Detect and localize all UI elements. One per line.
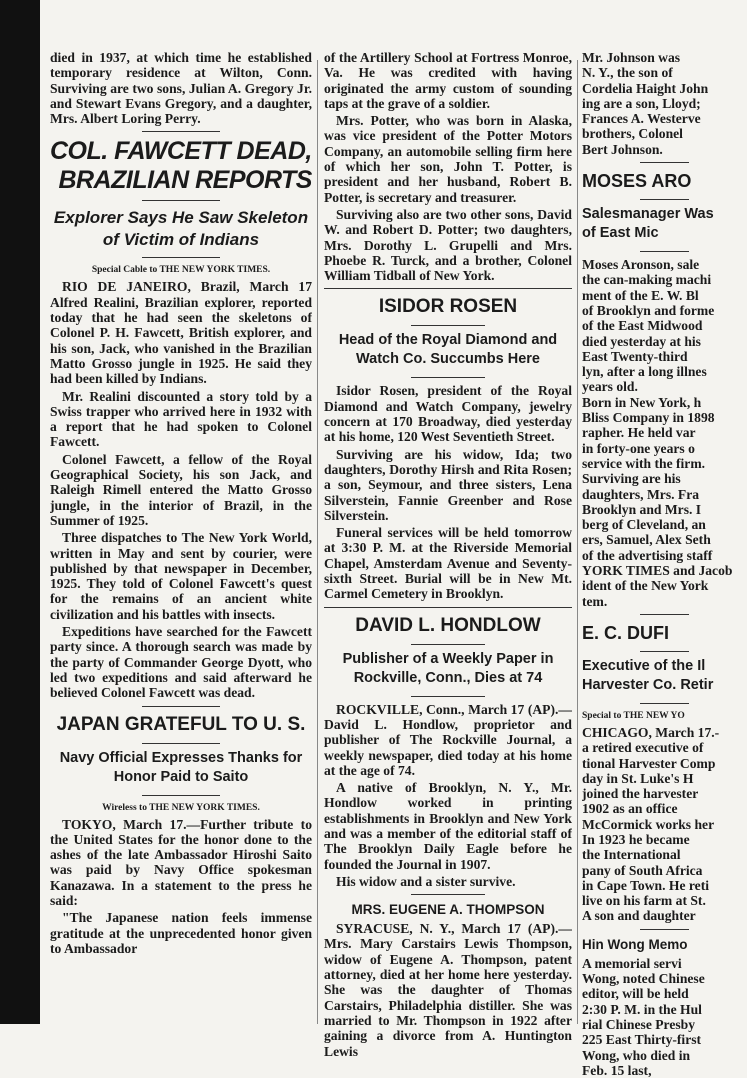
text-line: Born in New York, h [582, 394, 702, 410]
text-line: 1902 as an office [582, 801, 678, 817]
column-rule [317, 60, 318, 1024]
text-line: tem. [582, 593, 608, 609]
text-line: ers, Samuel, Alex Seth [582, 532, 711, 548]
text-line: 2:30 P. M. in the Hul [582, 1001, 702, 1017]
text-line: N. Y., the son of [582, 65, 673, 81]
paragraph [582, 471, 747, 609]
paragraph: Expeditions have searched for the Fawcett party since. A thorough search was made by the party of Commander George Dyott, who led two expeditions and said afterward he believed Colonel Fawcett was dead. [50, 624, 312, 701]
text-line: YORK TIMES and Jacob [582, 563, 733, 579]
text-line: daughters, Mrs. Fra [582, 486, 700, 502]
text-line: ing are a son, Lloyd; [582, 95, 701, 111]
text-line: brothers, Colonel [582, 126, 683, 142]
fawcett-dateline: Special Cable to THE NEW YORK TIMES. [91, 265, 271, 276]
subhead-line: Harvester Co. Retir [582, 676, 714, 693]
article-divider [324, 607, 572, 608]
paragraph [582, 395, 747, 471]
column-3 [582, 50, 747, 1078]
text-line: Feb. 15 last, [582, 1062, 652, 1078]
text-line: editor, will be held [582, 986, 689, 1002]
article-divider [640, 929, 690, 930]
text-line: McCormick works her [582, 816, 715, 832]
wong-body [582, 956, 747, 1078]
johnson-continuation [582, 50, 747, 157]
text-line: Bliss Company in 1898 [582, 410, 715, 426]
paragraph: Three dispatches to The New York World, written in May and sent by courier, were published by that newspaper in December, 1925. They told of Colonel Fawcett's quest for the remains of an ancient white civilization and his battles with insects. [50, 530, 312, 622]
subhead-line: of East Mic [582, 225, 659, 242]
hondlow-headline: DAVID L. HONDLOW [355, 614, 541, 636]
rosen-subhead: Head of the Royal Diamond and Watch Co. Succumbs Here [338, 332, 558, 368]
text-line: died yesterday at his [582, 333, 701, 349]
japan-dateline: Wireless to THE NEW YORK TIMES. [102, 802, 260, 813]
dufi-dateline: Special to THE NEW YO [582, 710, 685, 721]
article-divider [411, 644, 485, 645]
text-line: berg of Cleveland, an [582, 517, 706, 533]
text-line: Brooklyn and Mrs. I [582, 501, 702, 517]
article-divider [142, 257, 221, 258]
wong-headline: Hin Wong Memo [582, 936, 688, 952]
text-line: Wong, who died in [582, 1047, 691, 1063]
text-line: of the advertising staff [582, 547, 713, 563]
text-line: pany of South Africa [582, 862, 703, 878]
thompson-headline: MRS. EUGENE A. THOMPSON [351, 902, 545, 918]
fawcett-headline: COL. FAWCETT DEAD, BRAZILIAN REPORTS [50, 137, 312, 195]
paragraph: ROCKVILLE, Conn., March 17 (AP).—David L. Hondlow, proprietor and publisher of The Rockville Journal, a weekly newspaper, died today at his home at the age of 74. [324, 701, 572, 778]
paragraph: SYRACUSE, N. Y., March 17 (AP).—Mrs. Mary Carstairs Lewis Thompson, widow of Eugene A. Thompson, patent attorney, died at her home here yesterday. She was the daughter of Thomas Carstairs, Philadelphia distiller. She was married to Mr. Thompson in 1922 after gaining a divorce from A. Huntington Lewis [324, 921, 572, 1059]
text-line: live on his farm at St. [582, 893, 706, 909]
dufi-headline: E. C. DUFI [582, 622, 670, 643]
text-line: service with the firm. [582, 455, 706, 471]
article-divider [640, 251, 690, 252]
paragraph: Isidor Rosen, president of the Royal Diamond and Watch Company, jewelry concern at 170 Broadway, died yesterday at his home, 120 West Seventieth Street. [324, 383, 572, 445]
text-line: ment of the E. W. Bl [582, 287, 699, 303]
paragraph: Mr. Realini discounted a story told by a Swiss trapper who arrived here in 1932 with a report that he had spoken to Colonel Fawcett. [50, 388, 312, 450]
article-divider [142, 795, 221, 796]
article-divider [142, 131, 221, 132]
text-line: of the East Midwood [582, 318, 703, 334]
paragraph: Mrs. Potter, who was born in Alaska, was vice president of the Potter Motors Company, an automobile selling firm here of which her son, John T. Potter, is president and her husband, Robert B. Potter, is secretary and treasurer. [324, 113, 572, 205]
article-divider [640, 199, 690, 200]
text-line: a retired executive of [582, 740, 704, 756]
text-line: Cordelia Haight John [582, 80, 709, 96]
column-rule [577, 60, 578, 1024]
text-line: the can-making machi [582, 272, 712, 288]
text-line: Surviving are his [582, 471, 681, 487]
aronson-body [582, 257, 747, 609]
article-divider [142, 706, 221, 707]
rosen-headline: ISIDOR ROSEN [378, 296, 518, 318]
column-1 [50, 50, 312, 958]
dufi-body [582, 725, 747, 924]
paragraph: Colonel Fawcett, a fellow of the Royal Geographical Society, his son Jack, and Raleigh Rimell entered the Matto Grosso jungle, in the interior of Brazil, in the Summer of 1925. [50, 451, 312, 528]
subhead-line: Executive of the Il [582, 657, 706, 674]
text-line: A son and daughter [582, 908, 696, 924]
text-line: East Twenty-third [582, 348, 688, 364]
text-line: day in St. Luke's H [582, 770, 694, 786]
paragraph [582, 832, 747, 924]
text-line: Frances A. Westerve [582, 111, 701, 127]
text-line: the International [582, 847, 681, 863]
article-divider [411, 325, 485, 326]
aronson-headline: MOSES ARO [582, 171, 692, 192]
paragraph: RIO DE JANEIRO, Brazil, March 17 Alfred Realini, Brazilian explorer, reported today that he had seen the skeletons of Colonel P. H. Fawcett, British explorer, and his son, Jack, who vanished in the Brazilian Matto Grosso jungle in 1925. He said they had been killed by Indians. [50, 279, 312, 387]
text-line: tional Harvester Comp [582, 755, 716, 771]
text-line: lyn, after a long illnes [582, 364, 707, 380]
article-divider [640, 614, 690, 615]
article-continuation-text: of the Artillery School at Fortress Monroe, Va. He was credited with having originated the army custom of sounding taps at the grave of a soldier. [324, 50, 572, 111]
article-divider [411, 377, 485, 378]
text-line: Bert Johnson. [582, 141, 663, 157]
japan-subhead: Navy Official Expresses Thanks for Honor Paid to Saito [59, 749, 303, 785]
text-line: in forty-one years o [582, 440, 695, 456]
aronson-subhead [582, 205, 747, 243]
text-line: of Brooklyn and forme [582, 302, 715, 318]
text-line: ident of the New York [582, 578, 709, 594]
text-line: rapher. He held var [582, 425, 696, 441]
text-line: Wong, noted Chinese [582, 971, 705, 987]
article-continuation-text: died in 1937, at which time he established temporary residence at Wilton, Conn. Surviving are two sons, Julian A. Gregory Jr. and Stewart Evans Gregory, and a daughter, Mrs. Albert Loring Perry. [50, 50, 312, 127]
article-divider [640, 703, 690, 704]
text-line: in Cape Town. He reti [582, 877, 710, 893]
japan-headline: JAPAN GRATEFUL TO U. S. [56, 713, 306, 735]
text-line: CHICAGO, March 17.- [582, 724, 720, 740]
text-line: years old. [582, 379, 638, 395]
paragraph: Funeral services will be held tomorrow at 3:30 P. M. at the Riverside Memorial Chapel, Amsterdam Avenue and Seventy-sixth Street. Burial will be in New Mt. Carmel Cemetery in Brooklyn. [324, 525, 572, 602]
article-divider [411, 696, 485, 697]
scan-binding-edge [0, 0, 40, 1024]
text-line: In 1923 he became [582, 831, 690, 847]
paragraph: His widow and a sister survive. [336, 873, 516, 889]
text-line: A memorial servi [582, 955, 682, 971]
paragraph: Surviving are his widow, Ida; two daughters, Dorothy Hirsh and Rita Rosen; a son, Seymour, and three sisters, Lena Silverstein, Fannie Greenber and Rose Silverstein. [324, 446, 572, 523]
article-divider [324, 288, 572, 289]
dufi-subhead [582, 657, 747, 695]
text-line: joined the harvester [582, 786, 699, 802]
article-divider [142, 743, 221, 744]
fawcett-subhead: Explorer Says He Saw Skeleton of Victim of Indians [53, 208, 309, 250]
paragraph: Surviving also are two other sons, David W. and Robert D. Potter; two daughters, Mrs. Dorothy L. Grupelli and Mrs. Phoebe R. Turck, and a brother, Colonel William Tidball of New York. [324, 206, 572, 284]
article-divider [411, 894, 485, 895]
text-line: Moses Aronson, sale [582, 257, 700, 273]
subhead-line: Salesmanager Was [582, 206, 714, 223]
text-line: 225 East Thirty-first [582, 1032, 702, 1048]
article-divider [640, 162, 690, 163]
paragraph [582, 725, 747, 832]
text-line: rial Chinese Presby [582, 1016, 696, 1032]
paragraph: A native of Brooklyn, N. Y., Mr. Hondlow worked in printing establishments in Brooklyn and New York and was a member of the editorial staff of The Brooklyn Daily Eagle before he founded the Journal in 1907. [324, 780, 572, 872]
hondlow-subhead: Publisher of a Weekly Paper in Rockville, Conn., Dies at 74 [342, 650, 554, 686]
column-2 [324, 50, 572, 1061]
paragraph [582, 257, 747, 395]
article-divider [640, 651, 690, 652]
text-line: Mr. Johnson was [582, 50, 681, 65]
paragraph: TOKYO, March 17.—Further tribute to the United States for the honor done to the ashes of the late Ambassador Hiroshi Saito was paid by Navy Office spokesman Kanazawa. In a statement to the press he said: [50, 816, 312, 908]
paragraph: "The Japanese nation feels immense gratitude at the unprecedented honor given to Ambassador [50, 910, 312, 956]
article-divider [142, 200, 221, 201]
